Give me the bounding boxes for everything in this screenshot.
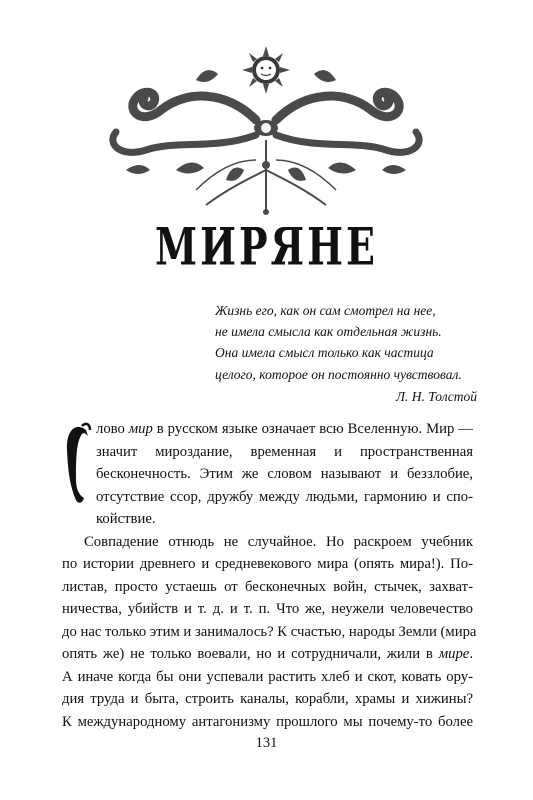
text-line: К международному антагонизму прошлого мы почему-то более [62,713,473,730]
text-line: бесконечность. Этим же словом называют и беззлобие, [96,466,473,482]
text-line: опять же) не только воевали, но и сотрудничали, жили в мире. [62,646,473,662]
main-text [62,418,477,733]
text-line: Совпадение отнюдь не случайное. Но раскроем учебник [84,533,473,550]
page-number: 131 [255,735,278,751]
epigraph-line: не имела смысла как отдельная жизнь. [215,324,442,340]
chapter-title: МИРЯНЕ [155,216,378,277]
epigraph [215,300,477,407]
paragraph [62,531,477,734]
text-line: койствие. [96,511,156,527]
text-line: А иначе когда бы они успевали растить хлеб и скот, ковать ору- [62,668,473,685]
emphasis: мире [438,646,470,662]
epigraph-line: Она имела смысл только как частица [215,345,434,361]
text-line: значит мироздание, временная и пространственная [96,443,473,460]
epigraph-line: Жизнь его, как он сам смотрел на нее, [215,303,436,318]
epigraph-author: Л. Н. Толстой [395,388,477,404]
epigraph-line: целого, которое он постоянно чувствовал. [215,366,462,382]
text-line: до нас только этим и занималось? К счастью, народы Земли (мира [62,623,477,640]
text-line: лово мир в русском языке означает всю Вселенную. Мир — [96,421,473,437]
paragraph [62,418,473,531]
text-line: отсутствие ссор, дружбу между людьми, гармонию и спо- [96,488,473,505]
text-line: по истории древнего и средневекового мира (опять мира!). По- [62,556,473,572]
text-line: листав, просто устаешь от бесконечных войн, стычек, захват- [62,578,473,595]
folk-ornament-sun [66,40,466,220]
sun-icon [242,46,290,94]
text-line: ничества, убийств и т. д. и т. п. Что же, неужели человечество [62,601,473,617]
text-line: дия труда и быта, строить каналы, корабли, храмы и хижины? [62,691,473,707]
emphasis: мир [128,421,153,437]
